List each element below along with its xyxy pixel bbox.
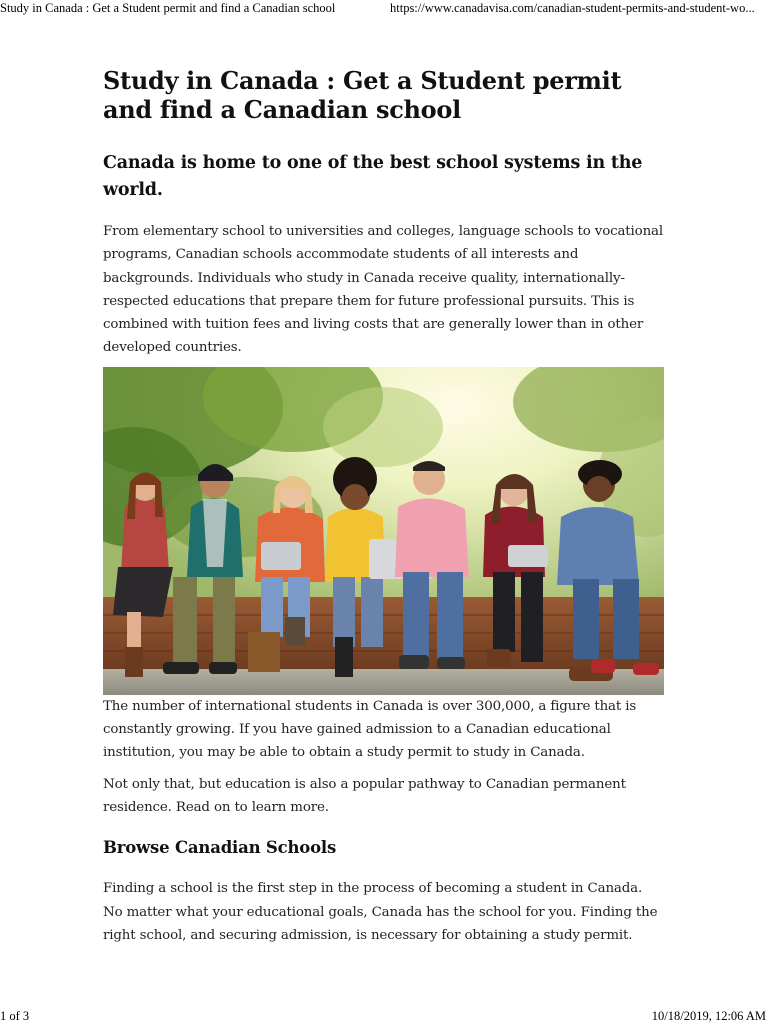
pathway-paragraph: Not only that, but education is also a popular pathway to Canadian permanent residence. Read on to learn more.	[103, 776, 626, 815]
article-subtitle: Canada is home to one of the best school systems in the world.	[103, 153, 643, 200]
print-header-title: Study in Canada : Get a Student permit and find a Canadian school	[0, 1, 336, 15]
page-number: 1 of 3	[0, 1009, 30, 1023]
print-header	[0, 0, 768, 18]
international-students-paragraph: The number of international students in Canada is over 300,000, a figure that is constantly growing. If you have gained admission to a Canadian educational institution, you may be able to obtain a study permit to study in Canada.	[103, 698, 637, 761]
browse-schools-heading: Browse Canadian Schools	[103, 838, 337, 858]
hero-image-students	[103, 367, 664, 695]
page-title: Study in Canada : Get a Student permit and find a Canadian school	[103, 66, 622, 124]
intro-paragraph: From elementary school to universities and colleges, language schools to vocational programs, Canadian schools accommodate students of all interests and backgrounds. Individuals who study in Canada receive quality, internationally-respected educations that prepare them for future professional pursuits. This is combined with tuition fees and living costs that are generally lower than in other developed countries.	[103, 224, 664, 356]
browse-schools-paragraph: Finding a school is the first step in the process of becoming a student in Canada. No matter what your educational goals, Canada has the school for you. Finding the right school, and securing admission, is necessary for obtaining a study permit.	[103, 881, 658, 943]
print-header-url[interactable]: https://www.canadavisa.com/canadian-student-permits-and-student-wo...	[390, 1, 755, 15]
print-footer	[0, 1008, 768, 1024]
print-datetime: 10/18/2019, 12:06 AM	[651, 1009, 766, 1023]
article	[103, 66, 665, 947]
